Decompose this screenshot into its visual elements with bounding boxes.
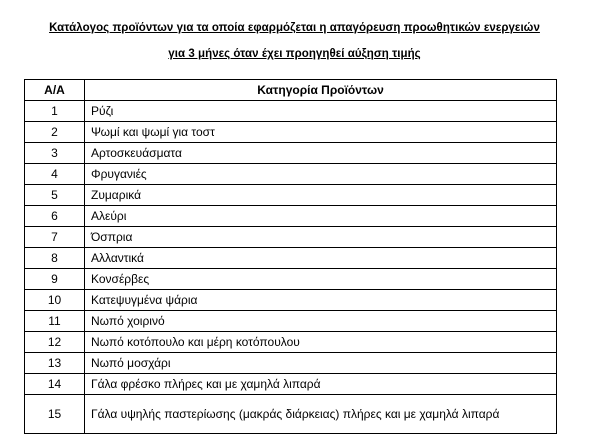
row-number: 8 bbox=[25, 248, 85, 269]
row-number: 5 bbox=[25, 185, 85, 206]
table-row bbox=[25, 269, 557, 290]
row-category: Αρτοσκευάσματα bbox=[85, 143, 557, 164]
column-header-number: Α/Α bbox=[25, 80, 85, 101]
row-category: Όσπρια bbox=[85, 227, 557, 248]
table-row bbox=[25, 290, 557, 311]
row-number: 15 bbox=[25, 395, 85, 434]
document-title-line-2: για 3 μήνες όταν έχει προηγηθεί αύξηση τιμής bbox=[168, 48, 421, 60]
row-number: 13 bbox=[25, 353, 85, 374]
row-number: 7 bbox=[25, 227, 85, 248]
table-row bbox=[25, 143, 557, 164]
row-category: Ρύζι bbox=[85, 101, 557, 122]
table-row bbox=[25, 395, 557, 434]
row-category: Ζυμαρικά bbox=[85, 185, 557, 206]
table-row bbox=[25, 311, 557, 332]
table-row bbox=[25, 374, 557, 395]
table-header-row bbox=[25, 80, 557, 101]
table-row bbox=[25, 353, 557, 374]
table-row bbox=[25, 227, 557, 248]
row-category: Γάλα φρέσκο πλήρες και με χαμηλά λιπαρά bbox=[85, 374, 557, 395]
table-row bbox=[25, 122, 557, 143]
row-category: Νωπό κοτόπουλο και μέρη κοτόπουλου bbox=[85, 332, 557, 353]
row-number: 12 bbox=[25, 332, 85, 353]
table-row bbox=[25, 101, 557, 122]
table-row bbox=[25, 248, 557, 269]
row-number: 1 bbox=[25, 101, 85, 122]
row-category: Κονσέρβες bbox=[85, 269, 557, 290]
row-category: Αλεύρι bbox=[85, 206, 557, 227]
row-number: 11 bbox=[25, 311, 85, 332]
row-number: 14 bbox=[25, 374, 85, 395]
row-category: Ψωμί και ψωμί για τοστ bbox=[85, 122, 557, 143]
row-number: 10 bbox=[25, 290, 85, 311]
row-number: 6 bbox=[25, 206, 85, 227]
row-category: Γάλα υψηλής παστερίωσης (μακράς διάρκειας) πλήρες και με χαμηλά λιπαρά bbox=[85, 395, 557, 434]
row-number: 9 bbox=[25, 269, 85, 290]
column-header-category: Κατηγορία Προϊόντων bbox=[85, 80, 557, 101]
document-title-line-1: Κατάλογος προϊόντων για τα οποία εφαρμόζεται η απαγόρευση προωθητικών ενεργειών bbox=[49, 22, 540, 34]
row-number: 3 bbox=[25, 143, 85, 164]
row-category: Κατεψυγμένα ψάρια bbox=[85, 290, 557, 311]
row-category: Φρυγανιές bbox=[85, 164, 557, 185]
row-category: Αλλαντικά bbox=[85, 248, 557, 269]
row-number: 4 bbox=[25, 164, 85, 185]
row-category: Νωπό χοιρινό bbox=[85, 311, 557, 332]
table-row bbox=[25, 164, 557, 185]
table-row bbox=[25, 206, 557, 227]
table-row bbox=[25, 185, 557, 206]
product-categories-table bbox=[24, 79, 557, 434]
table-row bbox=[25, 332, 557, 353]
row-category: Νωπό μοσχάρι bbox=[85, 353, 557, 374]
row-number: 2 bbox=[25, 122, 85, 143]
